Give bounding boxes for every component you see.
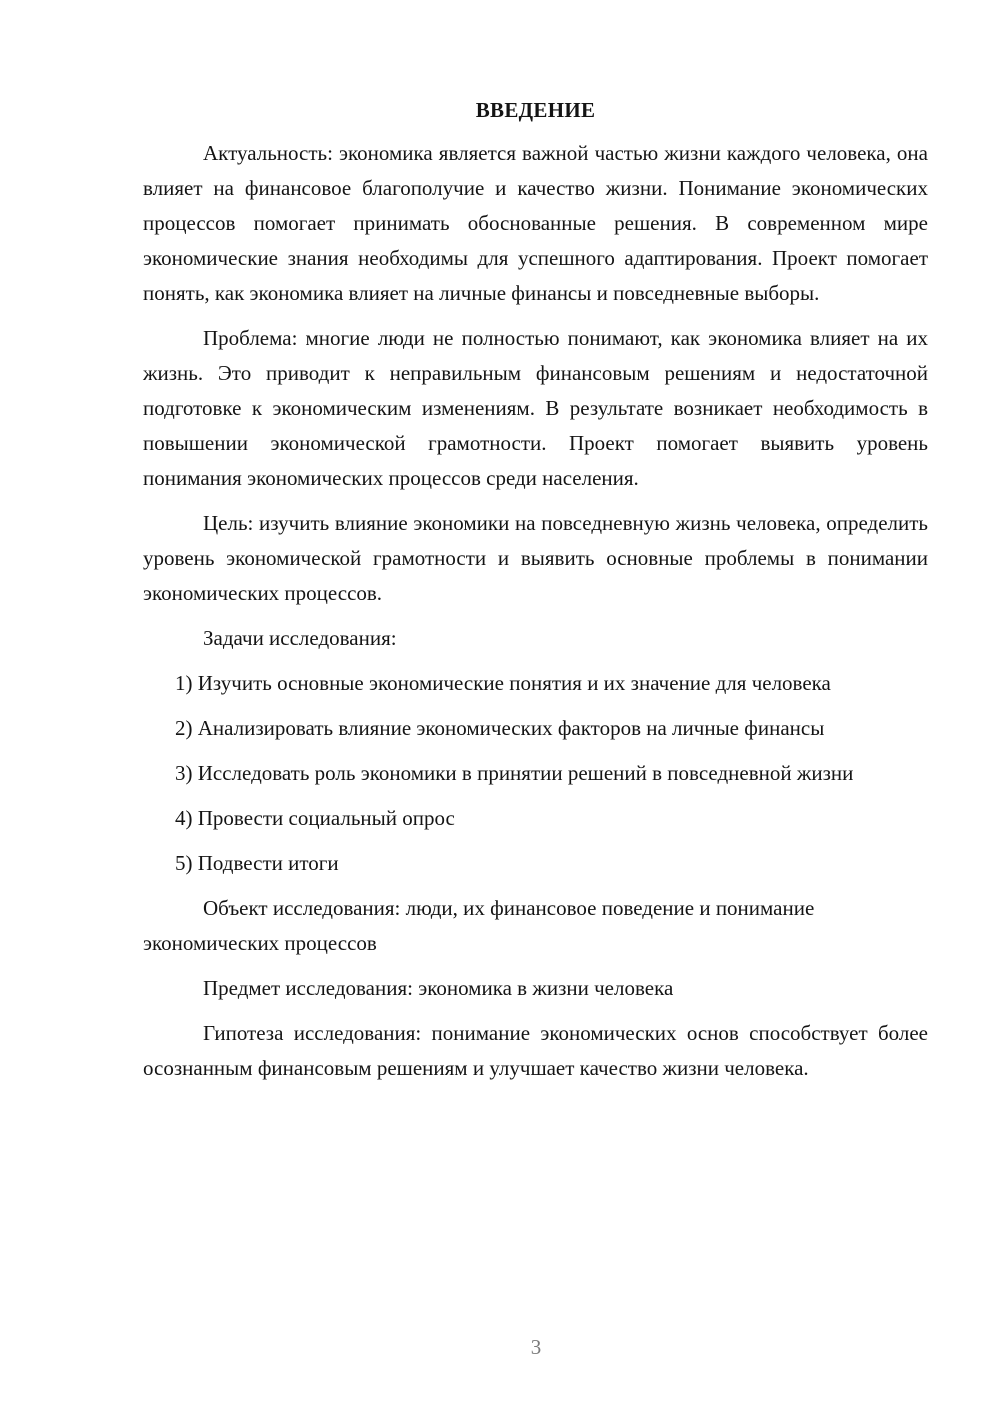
relevance-paragraph: Актуальность: экономика является важной частью жизни каждого человека, она влияет на финансовое благополучие и качество жизни. Понимание экономических процессов помогает принимать обоснованные решения. В современном мире экономические знания необходимы для успешного адаптирования. Проект помогает понять, как экономика влияет на личные финансы и повседневные выборы.: [143, 141, 928, 305]
section-heading: ВВЕДЕНИЕ: [475, 98, 596, 122]
goal-paragraph: Цель: изучить влияние экономики на повседневную жизнь человека, определить уровень экономической грамотности и выявить основные проблемы в понимании экономических процессов.: [143, 511, 928, 605]
page-number: 3: [530, 1335, 542, 1359]
subject-paragraph: Предмет исследования: экономика в жизни человека: [203, 976, 674, 1000]
task-item-5: 5) Подвести итоги: [175, 851, 339, 875]
object-paragraph: Объект исследования: люди, их финансовое поведение и понимание экономических процессов: [143, 896, 815, 955]
document-body: [143, 93, 928, 1096]
problem-paragraph: Проблема: многие люди не полностью понимают, как экономика влияет на их жизнь. Это приводит к неправильным финансовым решениям и недостаточной подготовке к экономическим изменениям. В результате возникает необходимость в повышении экономической грамотности. Проект помогает выявить уровень понимания экономических процессов среди населения.: [143, 326, 928, 490]
task-item-4: 4) Провести социальный опрос: [175, 806, 455, 830]
task-item-3: 3) Исследовать роль экономики в принятии решений в повседневной жизни: [175, 761, 854, 785]
task-item-1: 1) Изучить основные экономические понятия и их значение для человека: [175, 671, 831, 695]
task-item-2: 2) Анализировать влияние экономических факторов на личные финансы: [175, 716, 825, 740]
tasks-title: Задачи исследования:: [203, 626, 397, 650]
hypothesis-paragraph: Гипотеза исследования: понимание экономических основ способствует более осознанным финансовым решениям и улучшает качество жизни человека.: [143, 1021, 928, 1080]
